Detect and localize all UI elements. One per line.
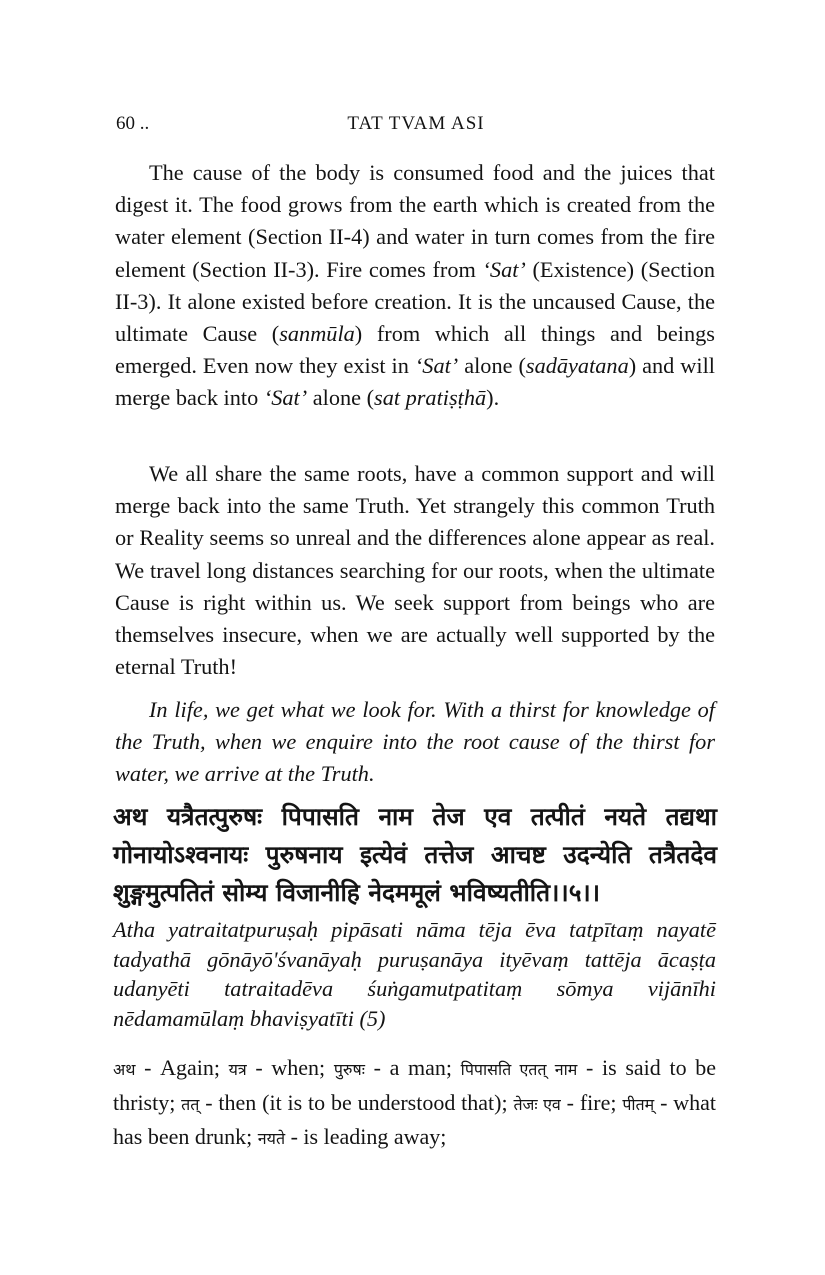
text-run: alone (: [458, 353, 526, 379]
text-run: ) from which all things and beings emerged. Even now they exist in: [115, 321, 715, 379]
gloss-term: पीतम्: [622, 1094, 655, 1114]
gloss-term: पिपासति एतत् नाम: [460, 1060, 578, 1079]
paragraph-common-roots: We all share the same roots, have a common support and will merge back into the same Truth. Yet strangely this common Truth or Reality seems so unreal and the differences alone appear as real. We travel long distances searching for our roots, when the ultimate Cause is right within us. We seek support from beings who are themselves insecure, when we are actually well supported by the eternal Truth!: [115, 461, 715, 680]
term-sat-pratistha: sat pratiṣṭhā: [374, 385, 487, 411]
verse-transliteration: Atha yatraitatpuruṣaḥ pipāsati nāma tēja ēva tatpītaṃ nayatē tadyathā gōnāyō'śvanāyaḥ puruṣanāya ityēvaṃ tattēja ācaṣṭa udanyēti tatraitadēva śuṅgamutpatitaṃ sōmya vijānīhi nēdamamūlaṃ bhaviṣyatīti (5): [113, 917, 716, 1031]
gloss-meaning: - a man;: [364, 1055, 461, 1080]
term-sat: ‘Sat’: [414, 353, 459, 379]
gloss-term: अथ: [113, 1060, 136, 1079]
gloss-meaning: - Again;: [135, 1055, 229, 1080]
term-sanmula: sanmūla: [279, 321, 355, 347]
term-sat: ‘Sat’: [263, 385, 308, 411]
gloss-meaning: - is said to be thristy;: [113, 1055, 716, 1115]
paragraph-body-cause: [115, 157, 715, 415]
gloss-meaning: - when;: [246, 1055, 334, 1080]
text-run: alone (: [307, 385, 375, 411]
gloss-term: नयते: [257, 1129, 286, 1148]
text-run: The cause of the body is consumed food and the juices that digest it. The food grows from the earth which is created from the water element (Section II-4) and water in turn comes from the fire element (Section II-3). Fire comes from: [115, 160, 715, 282]
gloss-term: तत्: [181, 1094, 200, 1114]
verse-sanskrit: अथ यत्रैतत्पुरुषः पिपासति नाम तेज एव तत्पीतं नयते तद्यथा गोनायोऽश्वनायः पुरुषनाय इत्येवं तत्तेज आचष्ट उदन्येति तत्रैतदेव शुङ्गमुत्पतितं सोम्य विजानीहि नेदममूलं भविष्यतीति।।५।।: [113, 802, 717, 907]
word-glossary: [113, 1052, 716, 1156]
gloss-meaning: - then (it is to be understood that);: [199, 1089, 514, 1115]
paragraph-thirst-for-truth: In life, we get what we look for. With a thirst for knowledge of the Truth, when we enquire into the root cause of the thirst for water, we arrive at the Truth.: [115, 697, 715, 787]
text-run: ) and will merge back into: [115, 353, 715, 411]
term-sat: ‘Sat’: [482, 256, 526, 282]
gloss-term: तेजः एव: [513, 1094, 561, 1114]
page-number: 60 ..: [116, 113, 150, 134]
gloss-term: यत्र: [228, 1060, 247, 1079]
term-sadayatana: sadāyatana: [525, 353, 629, 379]
gloss-meaning: - what has been drunk;: [113, 1089, 716, 1149]
gloss-meaning: - is leading away;: [285, 1124, 447, 1149]
text-run: ).: [486, 385, 500, 411]
running-title: TAT TVAM ASI: [347, 113, 485, 134]
text-run: (Existence) (Section II-3). It alone existed before creation. It is the uncaused Cause, the ultimate Cause (: [115, 256, 715, 347]
gloss-meaning: - fire;: [560, 1089, 623, 1115]
page-header: [116, 113, 716, 143]
gloss-term: पुरुषः: [333, 1060, 365, 1079]
